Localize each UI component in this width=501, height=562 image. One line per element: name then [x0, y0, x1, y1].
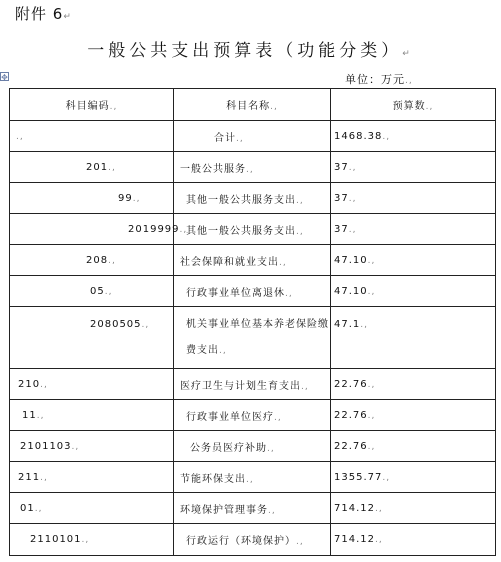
row-code: 99., [10, 183, 174, 214]
row-code: 2019999., [10, 214, 174, 245]
row-name: 公务员医疗补助., [174, 431, 331, 462]
row-amount: 37., [331, 152, 496, 183]
row-name: 节能环保支出., [174, 462, 331, 493]
row-amount: 22.76., [331, 400, 496, 431]
table-row [10, 121, 496, 152]
table-row [10, 152, 496, 183]
row-name: 其他一般公共服务支出., [174, 183, 331, 214]
header-name: 科目名称., [174, 89, 331, 121]
table-row [10, 369, 496, 400]
row-name: 社会保障和就业支出., [174, 245, 331, 276]
table-row [10, 183, 496, 214]
row-amount: 37., [331, 214, 496, 245]
document-title: 一般公共支出预算表（功能分类）↵ [87, 41, 414, 61]
row-name: 医疗卫生与计划生育支出., [174, 369, 331, 400]
row-name: 环境保护管理事务., [174, 493, 331, 524]
table-move-handle-icon[interactable]: ✥ [1, 73, 8, 82]
row-name: 一般公共服务., [174, 152, 331, 183]
row-name: 行政事业单位医疗., [174, 400, 331, 431]
row-name: 行政事业单位离退休., [174, 276, 331, 307]
header-code: 科目编码., [10, 89, 174, 121]
row-name: 合计., [174, 121, 331, 152]
row-amount: 1468.38., [331, 121, 496, 152]
row-amount: 37., [331, 183, 496, 214]
row-name: 机关事业单位基本养老保险缴费支出., [174, 307, 331, 369]
row-code: ., [10, 121, 174, 152]
row-code: 2110101., [10, 524, 174, 556]
row-name: 其他一般公共服务支出., [174, 214, 331, 245]
row-name: 行政运行（环境保护）., [174, 524, 331, 556]
row-code: 211., [10, 462, 174, 493]
row-amount: 47.10., [331, 245, 496, 276]
row-code: 210., [10, 369, 174, 400]
row-code: 2080505., [10, 307, 174, 369]
table-row [10, 400, 496, 431]
row-amount: 1355.77., [331, 462, 496, 493]
table-row [10, 462, 496, 493]
row-amount: 22.76., [331, 369, 496, 400]
row-amount: 47.10., [331, 276, 496, 307]
row-code: 208., [10, 245, 174, 276]
table-row [10, 245, 496, 276]
table-row [10, 493, 496, 524]
table-row [10, 214, 496, 245]
row-code: 201., [10, 152, 174, 183]
row-amount: 714.12., [331, 524, 496, 556]
row-code: 11., [10, 400, 174, 431]
row-code: 05., [10, 276, 174, 307]
row-amount: 22.76., [331, 431, 496, 462]
header-amount: 预算数., [331, 89, 496, 121]
budget-table [9, 88, 496, 556]
table-row [10, 431, 496, 462]
table-row [10, 276, 496, 307]
table-row [10, 307, 496, 369]
row-code: 01., [10, 493, 174, 524]
row-amount: 714.12., [331, 493, 496, 524]
unit-label: 单位：万元., [345, 73, 413, 86]
table-row [10, 524, 496, 556]
row-amount: 47.1., [331, 307, 496, 369]
table-header-row [10, 89, 496, 121]
annex-label: 附件 6↵ [15, 5, 72, 23]
row-code: 2101103., [10, 431, 174, 462]
